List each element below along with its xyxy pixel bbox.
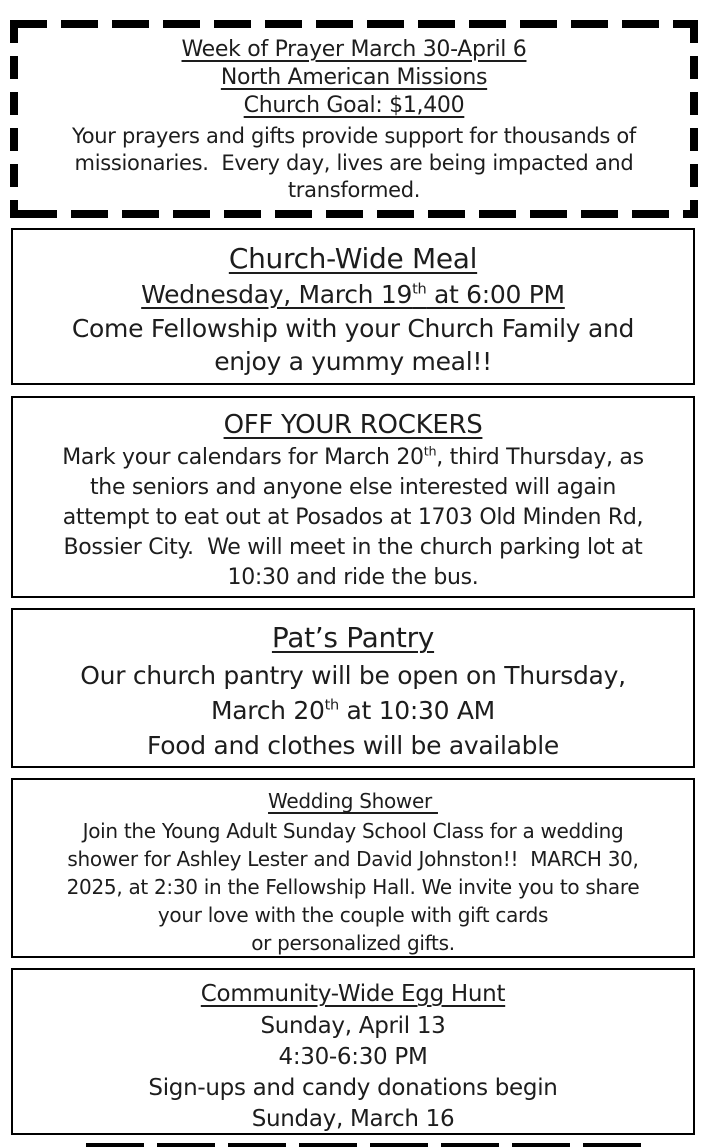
wedding-shower-body-line: or personalized gifts. (251, 931, 455, 955)
egg-hunt-body-line: Sunday, March 16 (251, 1106, 455, 1132)
pats-pantry-body-line: Food and clothes will be available (147, 731, 559, 760)
week-of-prayer-subtitle: North American Missions (220, 65, 488, 90)
church-wide-meal-title: Church-Wide Meal (228, 242, 478, 275)
week-of-prayer-body-line: Your prayers and gifts provide support for thousands of (71, 124, 637, 148)
body-text: Mark your calendars for March 20 (62, 445, 424, 470)
announcement-pats-pantry (11, 608, 695, 768)
week-of-prayer-title: Week of Prayer March 30-April 6 (181, 37, 527, 62)
ordinal-suffix: th (423, 444, 437, 460)
church-wide-meal-body-line: Come Fellowship with your Church Family and (71, 314, 635, 343)
body-text: , third Thursday, as (436, 445, 644, 470)
off-your-rockers-body-line: Bossier City. We will meet in the church parking lot at (63, 535, 643, 560)
announcement-off-your-rockers (11, 396, 695, 598)
week-of-prayer-body-line: missionaries. Every day, lives are being impacted and (74, 151, 634, 175)
dashed-border-right (690, 20, 698, 218)
egg-hunt-body-line: Sign-ups and candy donations begin (148, 1075, 558, 1101)
egg-hunt-title: Community-Wide Egg Hunt (200, 981, 506, 1007)
off-your-rockers-title: OFF YOUR ROCKERS (223, 410, 483, 440)
egg-hunt-body-line: Sunday, April 13 (260, 1013, 446, 1039)
wedding-shower-body-line: shower for Ashley Lester and David Johnston!! MARCH 30, (67, 847, 639, 871)
body-text: at 10:30 AM (338, 696, 495, 725)
body-text: March 20 (211, 696, 325, 725)
pats-pantry-body-line (13, 693, 693, 728)
off-your-rockers-body-line: attempt to eat out at Posados at 1703 Old Minden Rd, (62, 505, 644, 530)
church-wide-meal-date (13, 278, 693, 312)
wedding-shower-body-line: 2025, at 2:30 in the Fellowship Hall. We invite you to share (66, 875, 640, 899)
date-text: at 6:00 PM (426, 280, 565, 309)
pats-pantry-title: Pat’s Pantry (271, 621, 435, 654)
cutoff-next-box-border (86, 1143, 654, 1147)
ordinal-suffix: th (412, 281, 427, 298)
announcement-egg-hunt (11, 968, 695, 1135)
wedding-shower-title: Wedding Shower (268, 789, 438, 813)
dashed-border-bottom (10, 210, 698, 218)
week-of-prayer-body-line: transformed. (287, 178, 421, 202)
announcement-wedding-shower (11, 778, 695, 958)
dashed-border-top (10, 20, 698, 28)
pats-pantry-body-line: Our church pantry will be open on Thursday, (80, 661, 626, 690)
wedding-shower-body-line: Join the Young Adult Sunday School Class for a wedding (82, 819, 624, 843)
church-wide-meal-body-line: enjoy a yummy meal!! (214, 347, 492, 376)
announcement-week-of-prayer (10, 20, 698, 218)
off-your-rockers-body-line: the seniors and anyone else interested will again (89, 475, 616, 500)
egg-hunt-body-line: 4:30-6:30 PM (278, 1044, 428, 1070)
announcement-church-wide-meal (11, 228, 695, 385)
off-your-rockers-body-line (13, 443, 693, 473)
wedding-shower-body-line: your love with the couple with gift cards (157, 903, 549, 927)
off-your-rockers-body-line: 10:30 and ride the bus. (227, 565, 479, 590)
date-text: Wednesday, March 19 (141, 280, 413, 309)
dashed-border-left (10, 20, 18, 218)
week-of-prayer-goal: Church Goal: $1,400 (243, 93, 465, 118)
ordinal-suffix: th (324, 697, 339, 714)
